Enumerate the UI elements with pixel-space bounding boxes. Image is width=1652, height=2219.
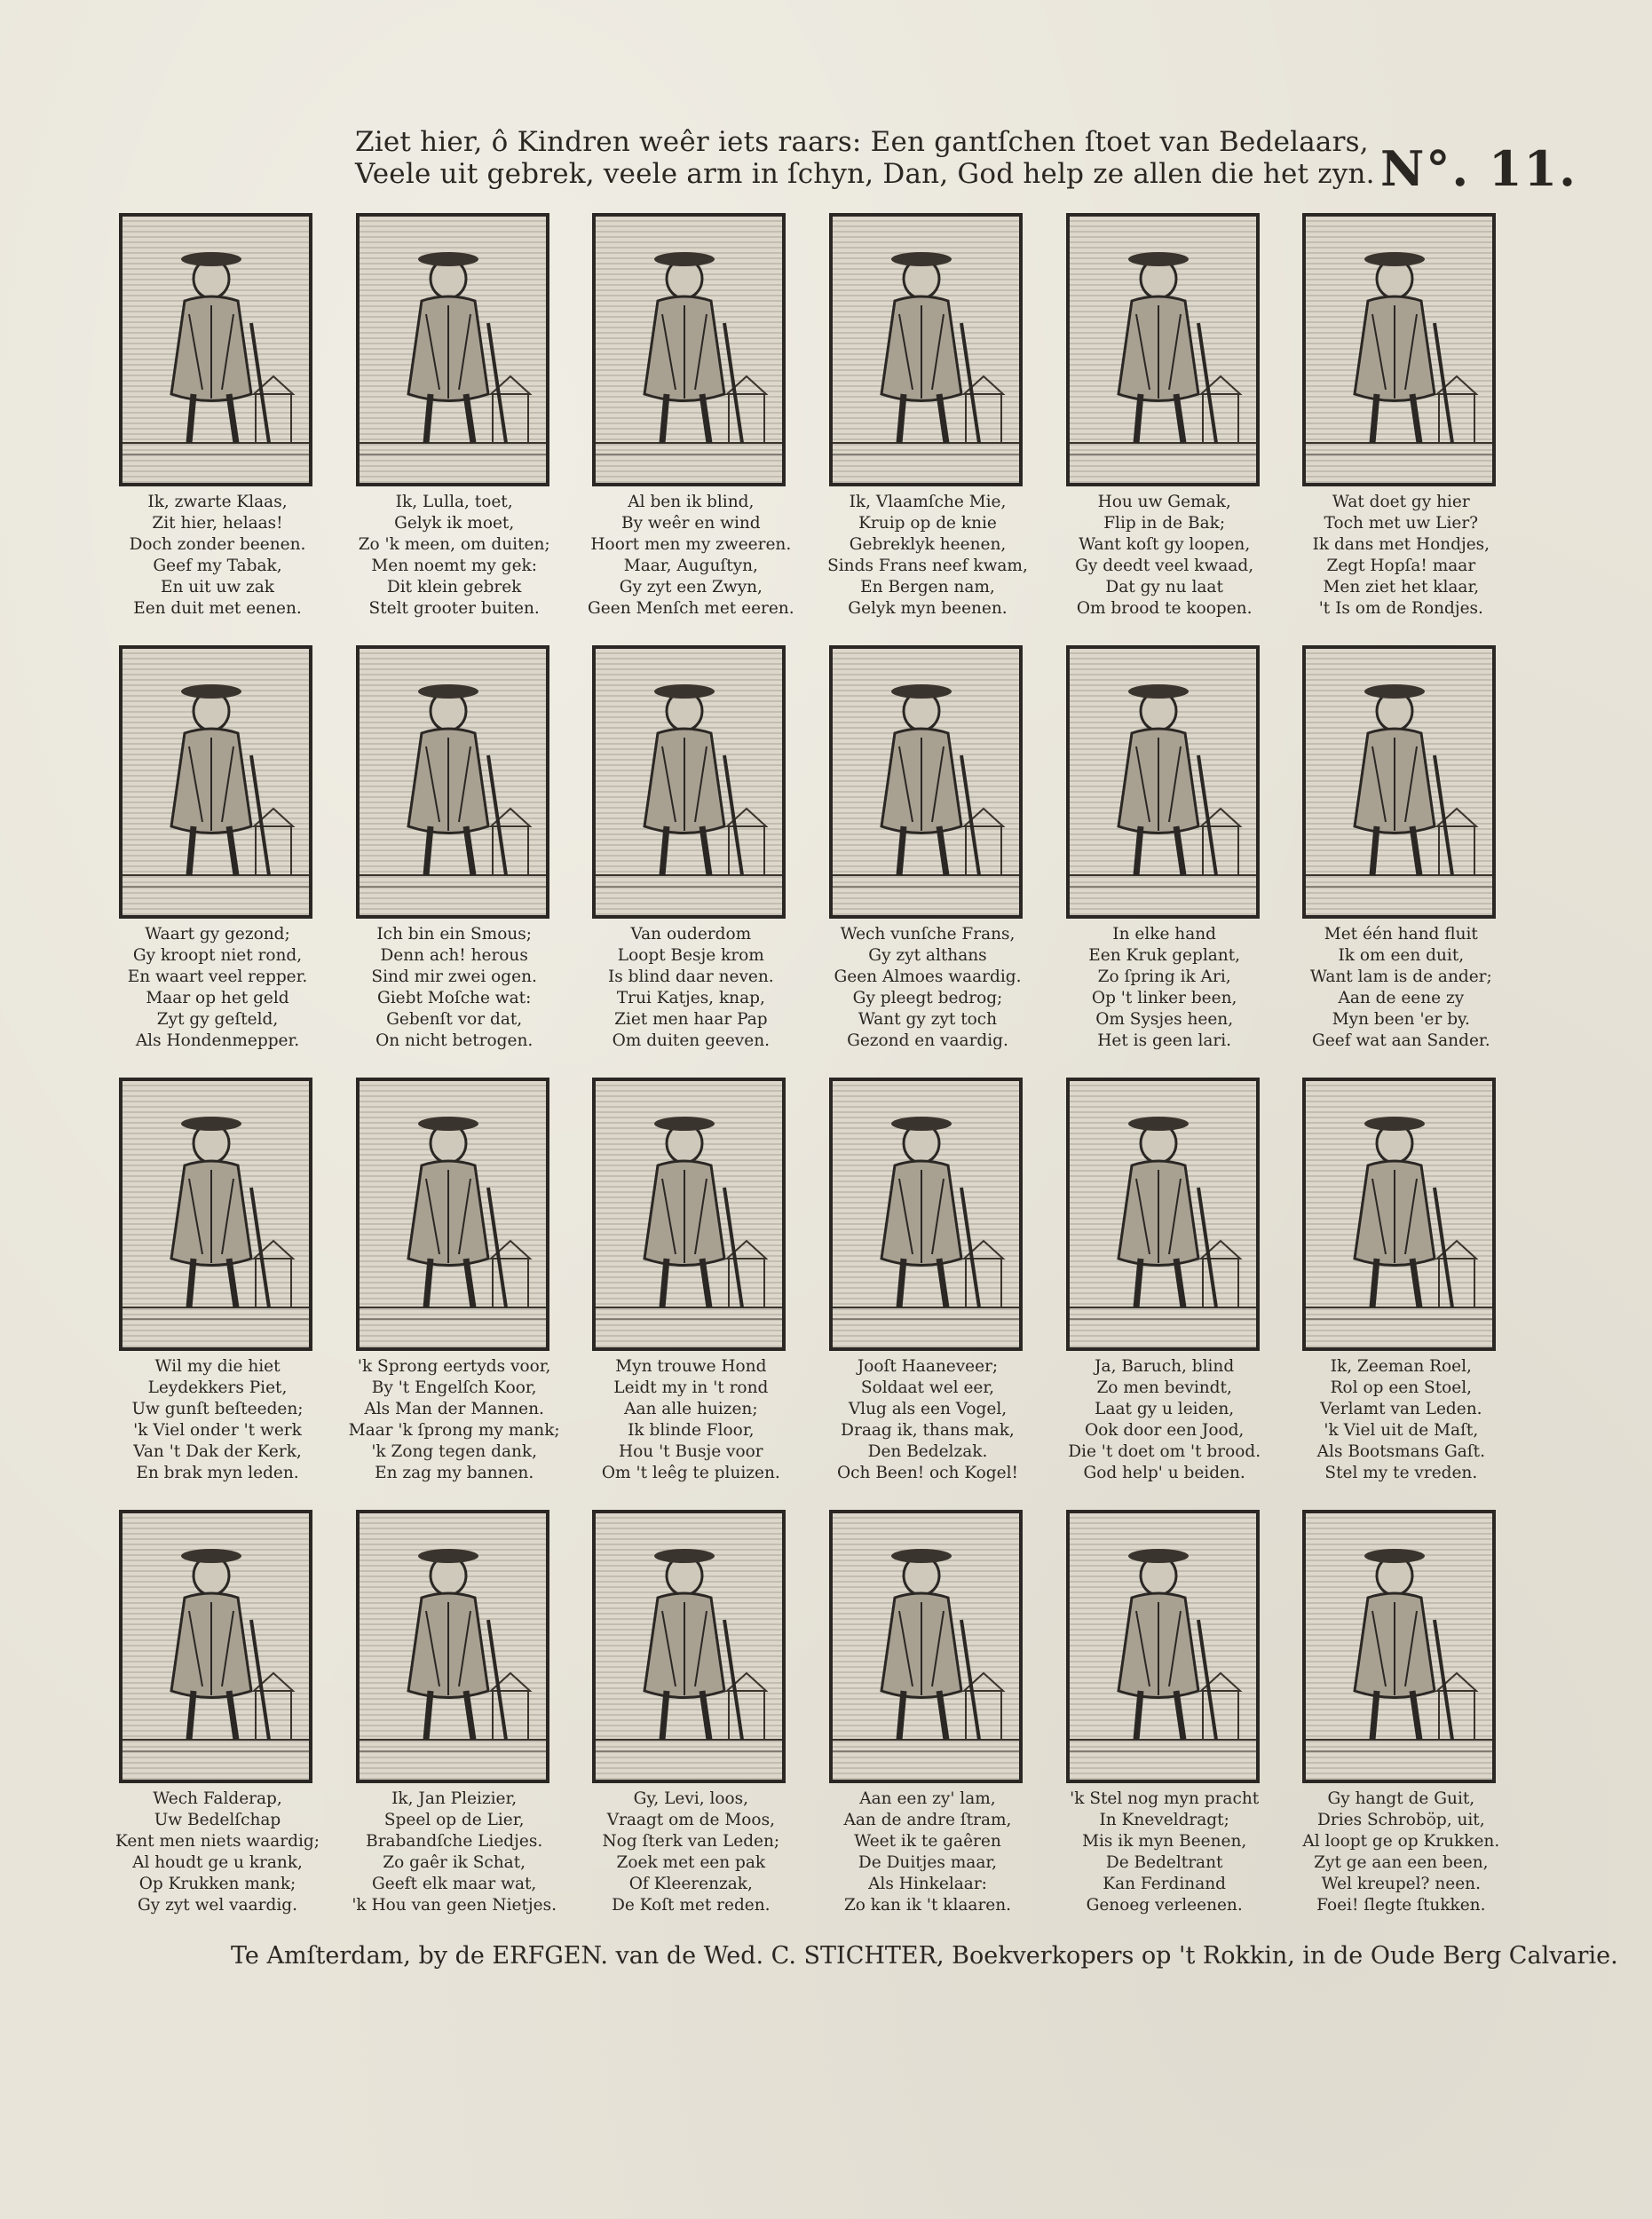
verse-line: Dries Schroböp, uit, (1317, 1811, 1485, 1829)
verse-line: Hoort men my zweeren. (590, 535, 792, 554)
verse (344, 492, 565, 620)
verse-line: Als Bootsmans Gaſt. (1316, 1442, 1485, 1461)
verse-line: Foei! ſlegte ſtukken. (1316, 1896, 1486, 1915)
verse-line: Aan de eene zy (1338, 989, 1465, 1007)
verse-line: Kruip op de knie (858, 514, 997, 533)
woodcut-image (119, 1510, 312, 1783)
print-cell-14 (344, 1069, 581, 1501)
verse-line: On nicht betrogen. (375, 1031, 534, 1050)
verse-line: De Duitjes maar, (858, 1853, 998, 1872)
verse-line: Zo kan ik 't klaaren. (843, 1896, 1012, 1915)
verse-line: Ik, zwarte Klaas, (147, 493, 288, 511)
figure-illustration (833, 1513, 1019, 1780)
verse-line: Uw gunſt beſteeden; (131, 1400, 304, 1418)
verse (1290, 492, 1512, 620)
verse (344, 1356, 565, 1484)
verse (1290, 1789, 1512, 1916)
verse-line: Om duiten geeven. (612, 1031, 771, 1050)
verse-line: Want lam is de ander; (1309, 967, 1492, 986)
verse-line: Al houdt ge u krank, (132, 1853, 303, 1872)
verse-line: Ook door een Jood, (1084, 1421, 1245, 1440)
verse-line: Geen Menſch met eeren. (588, 599, 794, 618)
verse-line: Het is geen lari. (1097, 1031, 1232, 1050)
figure-illustration (1070, 1081, 1256, 1347)
verse-line: Wech Falderap, (153, 1789, 282, 1808)
verse-line: Zit hier, helaas! (152, 514, 283, 533)
verse-line: Soldaat wel eer, (860, 1378, 995, 1397)
print-cell-4 (817, 204, 1054, 636)
woodcut-image (356, 213, 549, 486)
publisher-imprint: Te Amſterdam, by de ERFGEN. van de Wed. C. STICHTER, Boekverkopers op 't Rokkin, in de Oude Berg Calvarie. (231, 1942, 1618, 1970)
verse (580, 1789, 802, 1916)
verse-line: Trui Katjes, knap, (616, 989, 765, 1007)
woodcut-image (356, 645, 549, 919)
verse-line: In Kneveldragt; (1099, 1811, 1229, 1829)
verse-line: Op 't linker been, (1091, 989, 1237, 1007)
figure-illustration (833, 217, 1019, 483)
figure-illustration (596, 1513, 782, 1780)
print-cell-15 (580, 1069, 817, 1501)
woodcut-image (1302, 1078, 1496, 1351)
verse-line: Stel my te vreden. (1324, 1464, 1478, 1482)
verse-line: By 't Engelſch Koor, (371, 1378, 537, 1397)
verse-line: Vraagt om de Moos, (606, 1811, 775, 1829)
woodcut-image (592, 645, 786, 919)
verse-line: Om Sysjes heen, (1095, 1010, 1234, 1029)
verse-line: Als Hondenmepper. (135, 1031, 300, 1050)
woodcut-image (829, 213, 1023, 486)
verse-line: Een duit met eenen. (133, 599, 302, 618)
woodcut-image (829, 1510, 1023, 1783)
verse-line: Men noemt my gek: (371, 557, 537, 575)
figure-illustration (360, 1081, 546, 1347)
verse (1054, 924, 1276, 1052)
verse-line: En waart veel repper. (127, 967, 308, 986)
verse-line: Wech vunſche Frans, (840, 925, 1016, 944)
print-cell-8 (344, 636, 581, 1069)
verse-line: God help' u beiden. (1083, 1464, 1245, 1482)
figure-illustration (360, 649, 546, 915)
verse-line: Of Kleerenzak, (628, 1875, 753, 1893)
verse-line: En brak myn leden. (136, 1464, 299, 1482)
verse-line: 't Is om de Rondjes. (1318, 599, 1483, 618)
verse-line: 'k Hou van geen Nietjes. (352, 1896, 557, 1915)
verse-line: Giebt Moſche wat: (376, 989, 532, 1007)
verse-line: Doch zonder beenen. (129, 535, 306, 554)
figure-illustration (360, 1513, 546, 1780)
verse-line: Vlug als een Vogel, (848, 1400, 1008, 1418)
woodcut-image (1302, 213, 1496, 486)
verse-line: Als Man der Mannen. (364, 1400, 544, 1418)
figure-illustration (596, 649, 782, 915)
print-cell-2 (344, 204, 581, 636)
verse-line: Ik om een duit, (1338, 946, 1465, 965)
verse-line: Gy, Levi, loos, (633, 1789, 749, 1808)
woodcut-image (356, 1510, 549, 1783)
verse-line: En zag my bannen. (375, 1464, 534, 1482)
print-cell-6 (1290, 204, 1527, 636)
verse-line: Want gy zyt toch (858, 1010, 998, 1029)
print-cell-5 (1054, 204, 1291, 636)
woodcut-image (1066, 645, 1260, 919)
verse-line: Gy zyt althans (868, 946, 987, 965)
verse-line: Mis ik myn Beenen, (1082, 1832, 1247, 1851)
verse-line: Gy kroopt niet rond, (132, 946, 303, 965)
woodcut-image (119, 1078, 312, 1351)
verse-line: Men ziet het klaar, (1323, 578, 1480, 596)
verse (1054, 1356, 1276, 1484)
verse-line: Geeft elk maar wat, (372, 1875, 537, 1893)
verse-line: Rol op een Stoel, (1330, 1378, 1473, 1397)
verse-line: Ik, Vlaamſche Mie, (849, 493, 1007, 511)
title-line-2: Veele uit gebrek, veele arm in ſchyn, Dan, God help ze allen die het zyn. (355, 158, 1375, 190)
woodcut-image (592, 1078, 786, 1351)
verse-line: Kan Ferdinand (1103, 1875, 1227, 1893)
figure-illustration (596, 217, 782, 483)
verse-line: Een Kruk geplant, (1088, 946, 1241, 965)
verse-line: 'k Stel nog myn pracht (1070, 1789, 1260, 1808)
woodcut-image (592, 213, 786, 486)
verse-line: Waart gy gezond; (145, 925, 290, 944)
verse (817, 492, 1039, 620)
verse-line: Gelyk ik moet, (394, 514, 515, 533)
verse-line: Och Been! och Kogel! (837, 1464, 1018, 1482)
woodcut-image (1066, 1510, 1260, 1783)
verse (1290, 1356, 1512, 1484)
verse-line: En Bergen nam, (860, 578, 995, 596)
verse-line: Aan een zy' lam, (859, 1789, 996, 1808)
print-cell-23 (1054, 1501, 1291, 1933)
figure-illustration (360, 217, 546, 483)
verse-line: Ik blinde Floor, (628, 1421, 755, 1440)
print-cell-16 (817, 1069, 1054, 1501)
woodcut-grid (107, 204, 1527, 1935)
verse-line: Kent men niets waardig; (115, 1832, 320, 1851)
verse-line: Sinds Frans neef kwam, (827, 557, 1028, 575)
print-cell-22 (817, 1501, 1054, 1933)
verse-line: Wat doet gy hier (1332, 493, 1470, 511)
verse (817, 1356, 1039, 1484)
verse-line: Maar 'k ſprong my mank; (348, 1421, 560, 1440)
verse-line: Draag ik, thans mak, (841, 1421, 1015, 1440)
figure-illustration (1306, 649, 1492, 915)
print-cell-20 (344, 1501, 581, 1933)
verse-line: Want koſt gy loopen, (1079, 535, 1251, 554)
verse-line: Gelyk myn beenen. (848, 599, 1008, 618)
verse-line: Flip in de Bak; (1103, 514, 1226, 533)
verse-line: Genoeg verleenen. (1086, 1896, 1243, 1915)
verse (344, 924, 565, 1052)
verse-line: By weêr en wind (621, 514, 761, 533)
verse (107, 1356, 328, 1484)
verse-line: Uw Bedelſchap (154, 1811, 281, 1829)
woodcut-image (829, 1078, 1023, 1351)
verse-line: Van 't Dak der Kerk, (133, 1442, 302, 1461)
figure-illustration (1070, 649, 1256, 915)
verse-line: Gy deedt veel kwaad, (1075, 557, 1254, 575)
verse-line: Zo gaêr ik Schat, (383, 1853, 526, 1872)
verse-line: Verlamt van Leden. (1320, 1400, 1482, 1418)
figure-illustration (1070, 1513, 1256, 1780)
verse-line: Myn been 'er by. (1332, 1010, 1470, 1029)
verse-line: Maar op het geld (146, 989, 289, 1007)
verse-line: Gy zyt een Zwyn, (619, 578, 763, 596)
verse-line: Gy zyt wel vaardig. (137, 1896, 298, 1915)
verse-line: Ich bin ein Smous; (376, 925, 532, 944)
verse-line: 'k Viel uit de Maſt, (1324, 1421, 1479, 1440)
woodcut-image (1066, 213, 1260, 486)
verse (1054, 1789, 1276, 1916)
title-line-1: Ziet hier, ô Kindren weêr iets raars: Een gantſchen ſtoet van Bedelaars, (355, 126, 1369, 158)
print-cell-12 (1290, 636, 1527, 1069)
figure-illustration (123, 649, 309, 915)
woodcut-image (1066, 1078, 1260, 1351)
verse-line: 'k Zong tegen dank, (371, 1442, 537, 1461)
verse (1054, 492, 1276, 620)
verse-line: Ik dans met Hondjes, (1312, 535, 1490, 554)
figure-illustration (833, 649, 1019, 915)
verse-line: Hou uw Gemak, (1097, 493, 1231, 511)
verse-line: Zo men bevindt, (1096, 1378, 1232, 1397)
verse (817, 1789, 1039, 1916)
verse-line: Jooſt Haaneveer; (857, 1357, 999, 1376)
verse-line: Gebenſt vor dat, (386, 1010, 523, 1029)
verse-line: Stelt grooter buiten. (368, 599, 540, 618)
verse-line: Dat gy nu laat (1105, 578, 1223, 596)
print-cell-18 (1290, 1069, 1527, 1501)
verse (107, 492, 328, 620)
verse-line: Geen Almoes waardig. (834, 967, 1022, 986)
figure-illustration (1306, 217, 1492, 483)
verse-line: Wel kreupel? neen. (1321, 1875, 1481, 1893)
verse-line: Op Krukken mank; (138, 1875, 296, 1893)
verse-line: Ik, Lulla, toet, (395, 493, 513, 511)
verse-line: En uit uw zak (160, 578, 275, 596)
verse-line: In elke hand (1112, 925, 1217, 944)
verse-line: Zo 'k meen, om duiten; (358, 535, 550, 554)
woodcut-image (119, 645, 312, 919)
verse-line: Zyt gy geſteld, (156, 1010, 279, 1029)
verse-line: Leidt my in 't rond (613, 1378, 769, 1397)
figure-illustration (123, 217, 309, 483)
verse-line: Al loopt ge op Krukken. (1302, 1832, 1500, 1851)
verse-line: Om brood te koopen. (1076, 599, 1253, 618)
verse (580, 492, 802, 620)
verse-line: Van ouderdom (630, 925, 752, 944)
print-cell-13 (107, 1069, 344, 1501)
verse-line: Ik, Jan Pleizier, (391, 1789, 518, 1808)
print-cell-9 (580, 636, 817, 1069)
verse-line: Ik, Zeeman Roel, (1330, 1357, 1472, 1376)
print-cell-10 (817, 636, 1054, 1069)
verse-line: Gebreklyk heenen, (849, 535, 1007, 554)
woodcut-image (829, 645, 1023, 919)
verse-line: Myn trouwe Hond (615, 1357, 767, 1376)
verse-line: Geef wat aan Sander. (1312, 1031, 1490, 1050)
verse-line: De Bedeltrant (1105, 1853, 1223, 1872)
woodcut-image (356, 1078, 549, 1351)
verse-line: Nog ſterk van Leden; (602, 1832, 780, 1851)
verse (344, 1789, 565, 1916)
verse-line: Aan de andre ſtram, (843, 1811, 1012, 1829)
sheet-title (355, 126, 1375, 190)
verse-line: Leydekkers Piet, (147, 1378, 288, 1397)
print-cell-1 (107, 204, 344, 636)
verse-line: Denn ach! herous (380, 946, 528, 965)
verse-line: Zegt Hopſa! maar (1326, 557, 1476, 575)
verse-line: Weet ik te gaêren (854, 1832, 1001, 1851)
sheet-number: N°. 11. (1380, 140, 1577, 197)
verse-line: Die 't doet om 't brood. (1068, 1442, 1261, 1461)
verse-line: Maar, Auguſtyn, (623, 557, 758, 575)
verse-line: Speel op de Lier, (383, 1811, 525, 1829)
woodcut-image (119, 213, 312, 486)
verse-line: Als Hinkelaar: (868, 1875, 987, 1893)
verse-line: Gezond en vaardig. (847, 1031, 1008, 1050)
print-cell-11 (1054, 636, 1291, 1069)
verse-line: Laat gy u leiden, (1095, 1400, 1235, 1418)
verse-line: Met één hand fluit (1324, 925, 1478, 944)
verse (580, 1356, 802, 1484)
woodcut-image (1302, 645, 1496, 919)
woodcut-image (1302, 1510, 1496, 1783)
verse-line: Ja, Baruch, blind (1095, 1357, 1235, 1376)
print-cell-19 (107, 1501, 344, 1933)
verse-line: Wil my die hiet (154, 1357, 281, 1376)
verse-line: Zyt ge aan een been, (1314, 1853, 1489, 1872)
print-cell-17 (1054, 1069, 1291, 1501)
verse (817, 924, 1039, 1052)
print-cell-24 (1290, 1501, 1527, 1933)
verse (580, 924, 802, 1052)
verse-line: De Koſt met reden. (612, 1896, 771, 1915)
verse-line: Ziet men haar Pap (614, 1010, 768, 1029)
verse-line: Hou 't Busje voor (619, 1442, 763, 1461)
verse-line: Gy hangt de Guit, (1327, 1789, 1475, 1808)
figure-illustration (1070, 217, 1256, 483)
verse-line: Zoek met een pak (616, 1853, 766, 1872)
verse-line: Om 't leêg te pluizen. (601, 1464, 780, 1482)
verse-line: Is blind daar neven. (607, 967, 774, 986)
woodcut-image (592, 1510, 786, 1783)
figure-illustration (596, 1081, 782, 1347)
verse (107, 1789, 328, 1916)
figure-illustration (833, 1081, 1019, 1347)
verse-line: Brabandſche Liedjes. (366, 1832, 543, 1851)
figure-illustration (123, 1081, 309, 1347)
print-cell-7 (107, 636, 344, 1069)
verse-line: Den Bedelzak. (867, 1442, 988, 1461)
print-cell-21 (580, 1501, 817, 1933)
verse-line: Dit klein gebrek (386, 578, 522, 596)
verse-line: Gy pleegt bedrog; (852, 989, 1003, 1007)
figure-illustration (123, 1513, 309, 1780)
verse (107, 924, 328, 1052)
verse-line: Aan alle huizen; (624, 1400, 758, 1418)
verse-line: Sind mir zwei ogen. (371, 967, 537, 986)
figure-illustration (1306, 1081, 1492, 1347)
verse-line: Loopt Besje krom (617, 946, 764, 965)
verse-line: Zo ſpring ik Ari, (1097, 967, 1231, 986)
verse-line: Geef my Tabak, (153, 557, 282, 575)
verse-line: 'k Viel onder 't werk (133, 1421, 302, 1440)
verse (1290, 924, 1512, 1052)
figure-illustration (1306, 1513, 1492, 1780)
verse-line: 'k Sprong eertyds voor, (357, 1357, 551, 1376)
verse-line: Toch met uw Lier? (1324, 514, 1479, 533)
print-cell-3 (580, 204, 817, 636)
verse-line: Al ben ik blind, (628, 493, 755, 511)
